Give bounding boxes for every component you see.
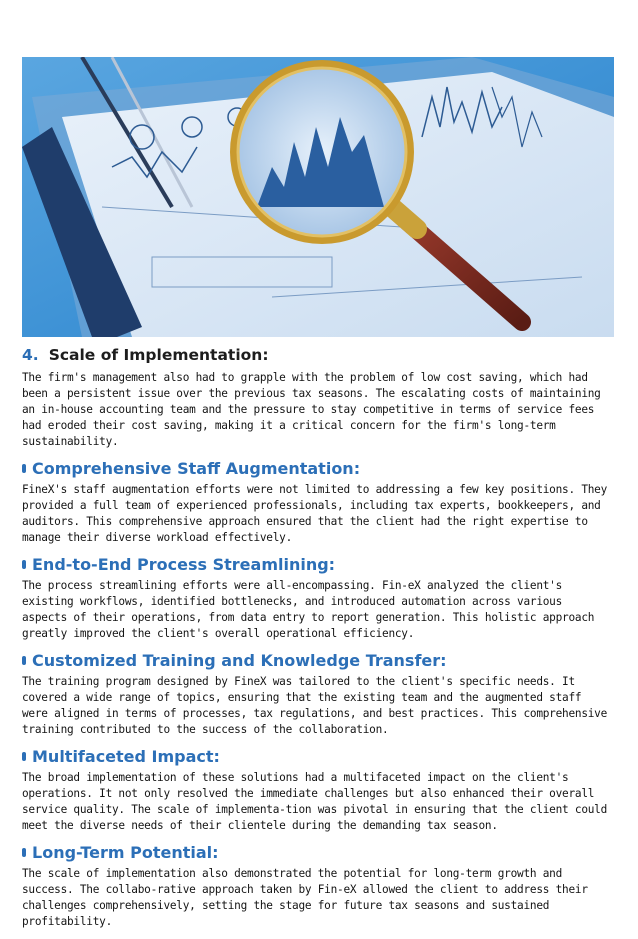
main-heading-title: Scale of Implementation: bbox=[48, 346, 269, 364]
section-body-multifaceted-impact: The broad implementation of these solutions had a multifaceted impact on the client's operations. It not only resolved the immediate challenges but also enhanced their overall service quality. The scale of implementa-tion was pivotal in ensuring that the client could meet the diverse needs of their clientele during the demanding tax season. bbox=[22, 771, 608, 832]
intro-paragraph: The firm's management also had to grapple with the problem of low cost saving, which had been a persistent issue over the previous tax seasons. The escalating costs of maintaining an in-house accounting team and the pressure to stay competitive in terms of service fees had eroded their cost saving, making it a critical concern for the firm's long-term sustainability. bbox=[22, 371, 601, 448]
content bbox=[22, 346, 610, 939]
section-heading-training bbox=[22, 651, 610, 670]
section-body-staff-augmentation: FineX's staff augmentation efforts were not limited to addressing a few key positions. They provided a full team of experienced professionals, including tax experts, bookkeepers, and auditors. This comprehensive approach ensured that the client had the right expertise to manage their diverse workload effectively. bbox=[22, 483, 608, 544]
hero-image bbox=[22, 57, 614, 337]
bullet-icon bbox=[22, 560, 26, 569]
bullet-icon bbox=[22, 848, 26, 857]
section-title: End-to-End Process Streamlining: bbox=[32, 555, 336, 574]
section-title: Customized Training and Knowledge Transfer: bbox=[32, 651, 447, 670]
bullet-icon bbox=[22, 656, 26, 665]
section-title: Comprehensive Staff Augmentation: bbox=[32, 459, 361, 478]
section-title: Multifaceted Impact: bbox=[32, 747, 220, 766]
section-body-long-term-potential: The scale of implementation also demonstrated the potential for long-term growth and success. The collabo-rative approach taken by Fin-eX allowed the client to address their challenges comprehensively, setting the stage for future tax seasons and sustained profitability. bbox=[22, 867, 588, 928]
section-heading-long-term-potential bbox=[22, 843, 610, 862]
main-heading bbox=[22, 346, 610, 364]
section-heading-process-streamlining bbox=[22, 555, 610, 574]
bullet-icon bbox=[22, 752, 26, 761]
section-body-training: The training program designed by FineX was tailored to the client's specific needs. It covered a wide range of topics, ensuring that the existing team and the augmented staff were aligned in terms of processes, tax regulations, and best practices. This comprehensive training contributed to the success of the collaboration. bbox=[22, 675, 608, 736]
magnifying-glass-chart-illustration bbox=[22, 57, 614, 337]
section-heading-staff-augmentation bbox=[22, 459, 610, 478]
section-number: 4. bbox=[22, 346, 39, 364]
section-title: Long-Term Potential: bbox=[32, 843, 219, 862]
section-body-process-streamlining: The process streamlining efforts were all-encompassing. Fin-eX analyzed the client's existing workflows, identified bottlenecks, and introduced automation across various aspects of their operations, from data entry to report generation. This holistic approach greatly improved the client's overall operational efficiency. bbox=[22, 579, 595, 640]
bullet-icon bbox=[22, 464, 26, 473]
section-heading-multifaceted-impact bbox=[22, 747, 610, 766]
